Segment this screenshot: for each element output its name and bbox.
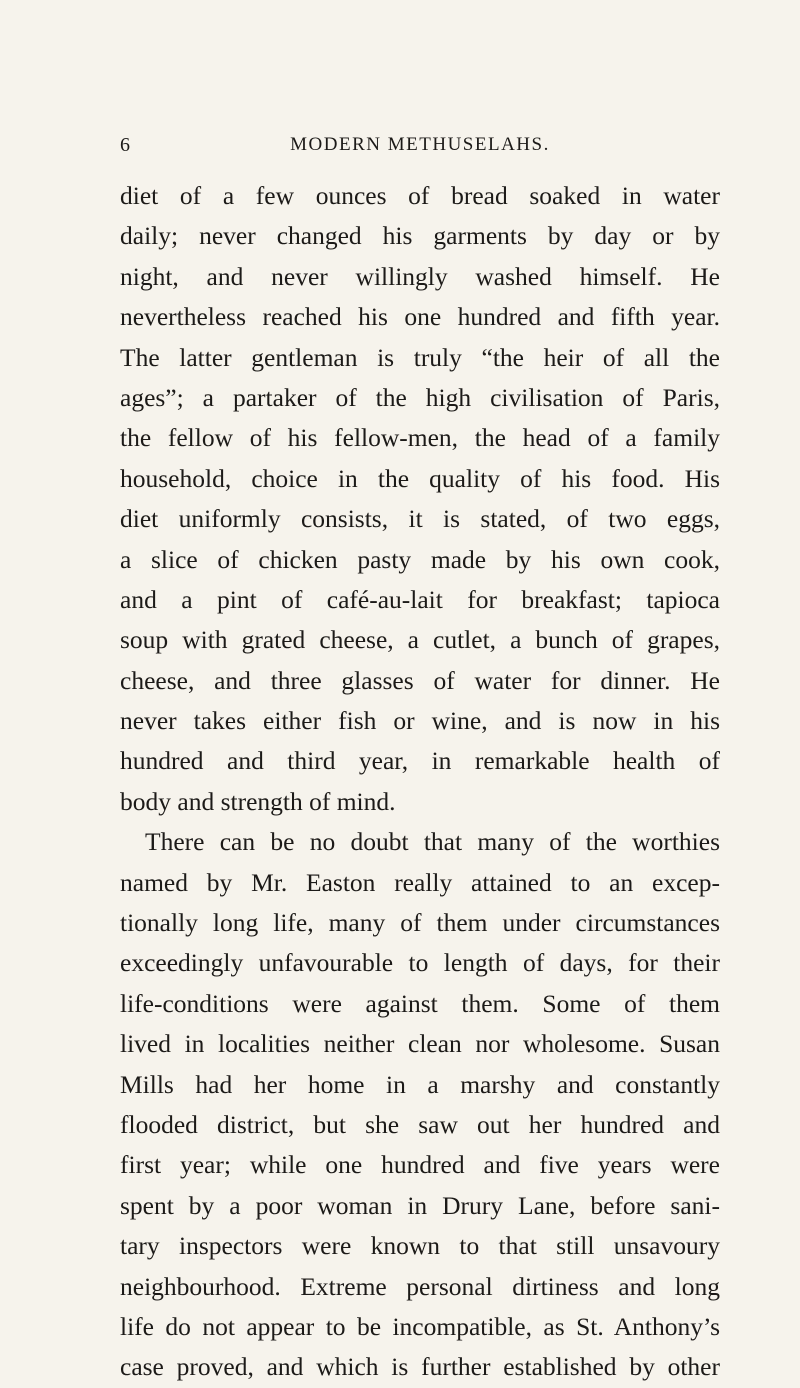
- text-line: lived in localities neither clean nor wholesome. Susan: [120, 1029, 720, 1059]
- text-line: cheese, and three glasses of water for dinner. He: [120, 665, 720, 695]
- text-line: neighbourhood. Extreme personal dirtiness and long: [120, 1271, 720, 1301]
- text-line: flooded district, but she saw out her hundred and: [120, 1109, 720, 1139]
- text-line: named by Mr. Easton really attained to an excep-: [120, 867, 720, 897]
- text-line: ages”; a partaker of the high civilisation of Paris,: [120, 382, 720, 412]
- text-line: Mills had her home in a marshy and constantly: [120, 1069, 720, 1099]
- body-text: [120, 176, 720, 1388]
- text-line: The latter gentleman is truly “the heir of all the: [120, 342, 720, 372]
- text-line: spent by a poor woman in Drury Lane, before sani-: [120, 1190, 720, 1220]
- text-line: diet uniformly consists, it is stated, of two eggs,: [120, 504, 720, 534]
- text-line: diet of a few ounces of bread soaked in water: [120, 181, 720, 210]
- text-line: nevertheless reached his one hundred and fifth year.: [120, 302, 720, 332]
- text-line: night, and never willingly washed himself. He: [120, 261, 720, 291]
- text-line: tary inspectors were known to that still unsavoury: [120, 1231, 720, 1261]
- running-title: MODERN METHUSELAHS.: [290, 134, 550, 155]
- text-line: household, choice in the quality of his food. His: [120, 463, 720, 493]
- text-line: never takes either fish or wine, and is now in his: [120, 706, 720, 736]
- text-line: life do not appear to be incompatible, as St. Anthony’s: [120, 1311, 720, 1341]
- paragraph-end-line: body and strength of mind.: [120, 786, 396, 816]
- text-line: the fellow of his fellow-men, the head of a family: [120, 423, 720, 453]
- running-head: [120, 134, 720, 164]
- paragraph-start-line: There can be no doubt that many of the worthies: [145, 827, 720, 857]
- text-line: soup with grated cheese, a cutlet, a bunch of grapes,: [120, 625, 720, 655]
- text-line: exceedingly unfavourable to length of days, for their: [120, 948, 720, 978]
- text-line: a slice of chicken pasty made by his own cook,: [120, 544, 720, 574]
- text-line: life-conditions were against them. Some of them: [120, 988, 720, 1018]
- text-line: tionally long life, many of them under circumstances: [120, 908, 720, 938]
- text-line: first year; while one hundred and five years were: [120, 1150, 720, 1180]
- text-line: hundred and third year, in remarkable health of: [120, 746, 720, 776]
- text-line: case proved, and which is further established by other: [120, 1352, 720, 1382]
- page-number: 6: [120, 134, 131, 156]
- text-line: daily; never changed his garments by day or by: [120, 221, 720, 251]
- text-line: and a pint of café-au-lait for breakfast; tapioca: [120, 584, 720, 614]
